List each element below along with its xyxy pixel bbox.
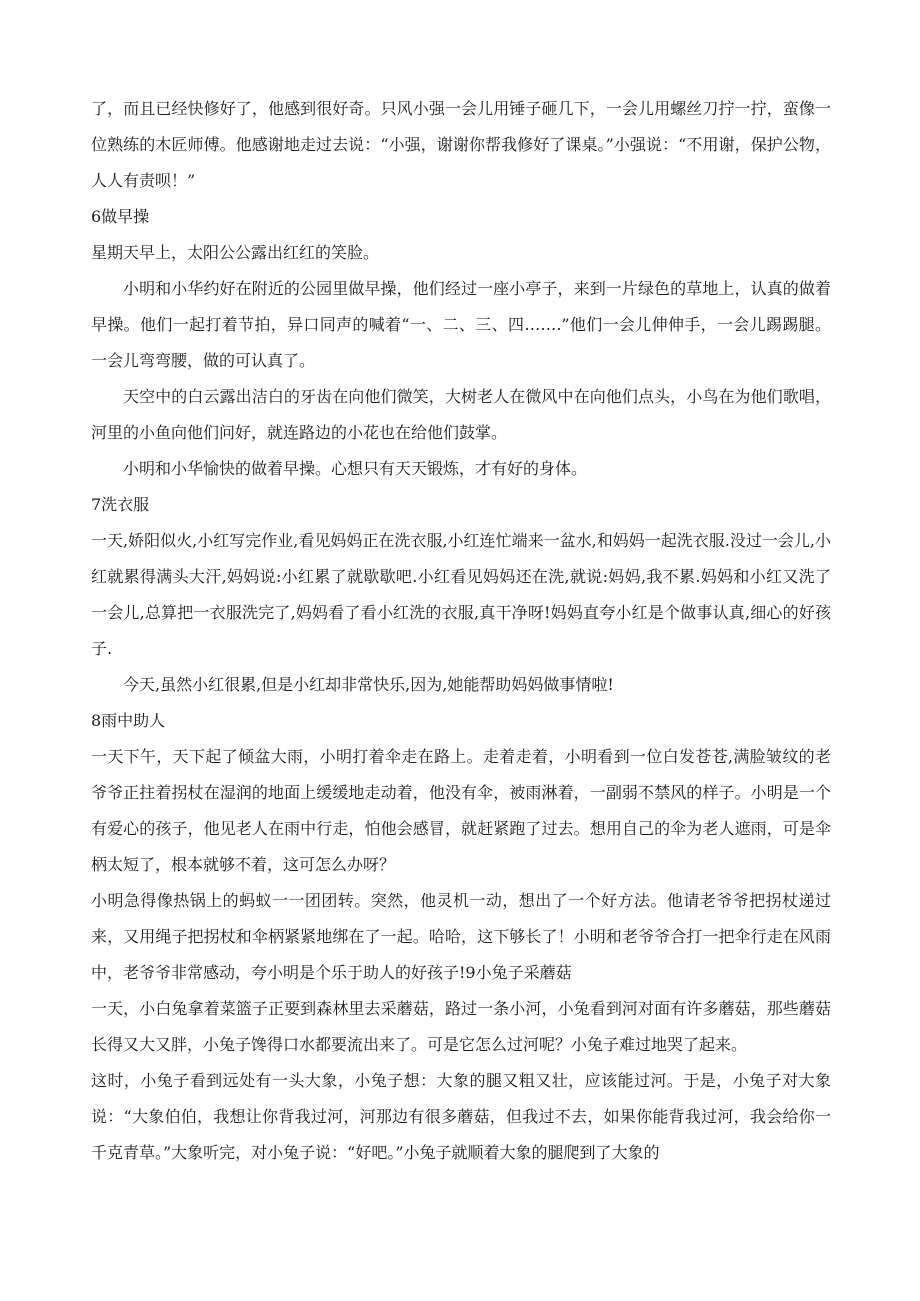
paragraph: 一天，小白兔拿着菜篮子正要到森林里去采蘑菇，路过一条小河，小兔看到河对面有许多蘑菇，那些蘑菇长得又大又胖，小兔子馋得口水都要流出来了。可是它怎么过河呢？小兔子难过地哭了起来。 xyxy=(91,999,831,1054)
paragraph: 了，而且已经快修好了，他感到很好奇。只风小强一会儿用锤子砸几下，一会儿用螺丝刀拧一拧，蛮像一位熟练的木匠师傅。他感谢地走过去说：“小强，谢谢你帮我修好了课桌。”小强说：“不用谢，保护公物，人人有责呗！” xyxy=(91,99,831,190)
paragraph: 小明和小华约好在附近的公园里做早操，他们经过一座小亭子，来到一片绿色的草地上，认真的做着早操。他们一起打着节拍，异口同声的喊着“一、二、三、四…….”他们一会儿伸伸手，一会儿踢踢腿。一会儿弯弯腰，做的可认真了。 xyxy=(91,279,831,370)
paragraph: 星期天早上，太阳公公露出红红的笑脸。 xyxy=(91,243,380,262)
section-heading-6: 6做早操 xyxy=(91,207,150,226)
section-heading-7: 7洗衣服 xyxy=(91,495,150,514)
section-heading-8: 8雨中助人 xyxy=(91,711,166,730)
document-page xyxy=(91,91,831,1171)
paragraph: 小明急得像热锅上的蚂蚁一一团团转。突然，他灵机一动，想出了一个好方法。他请老爷爷把拐杖递过来，又用绳子把拐杖和伞柄紧紧地绑在了一起。哈哈，这下够长了！小明和老爷爷合打一把伞行走在风雨中，老爷爷非常感动，夸小明是个乐于助人的好孩子!9小兔子采蘑菇 xyxy=(91,891,831,982)
paragraph: 天空中的白云露出洁白的牙齿在向他们微笑，大树老人在微风中在向他们点头，小鸟在为他们歌唱，河里的小鱼向他们问好，就连路边的小花也在给他们鼓掌。 xyxy=(91,387,831,442)
paragraph: 一天,娇阳似火,小红写完作业,看见妈妈正在洗衣服,小红连忙端来一盆水,和妈妈一起洗衣服.没过一会儿,小红就累得满头大汗,妈妈说:小红累了就歇歇吧.小红看见妈妈还在洗,就说:妈妈,我不累.妈妈和小红又洗了一会儿,总算把一衣服洗完了,妈妈看了看小红洗的衣服,真干净呀!妈妈直夸小红是个做事认真,细心的好孩子. xyxy=(91,531,831,658)
paragraph: 小明和小华愉快的做着早操。心想只有天天锻炼，才有好的身体。 xyxy=(123,459,588,478)
paragraph: 今天,虽然小红很累,但是小红却非常快乐,因为,她能帮助妈妈做事情啦! xyxy=(123,675,614,694)
paragraph: 一天下午，天下起了倾盆大雨，小明打着伞走在路上。走着走着，小明看到一位白发苍苍,满脸皱纹的老爷爷正拄着拐杖在湿润的地面上缓缓地走动着，他没有伞，被雨淋着，一副弱不禁风的样子。小明是一个有爱心的孩子，他见老人在雨中行走，怕他会感冒，就赶紧跑了过去。想用自己的伞为老人遮雨，可是伞柄太短了，根本就够不着，这可怎么办呀？ xyxy=(91,747,831,874)
paragraph: 这时，小兔子看到远处有一头大象，小兔子想：大象的腿又粗又壮，应该能过河。于是，小兔子对大象说：“大象伯伯，我想让你背我过河，河那边有很多蘑菇，但我过不去，如果你能背我过河，我会给你一千克青草。”大象听完，对小兔子说：“好吧。”小兔子就顺着大象的腿爬到了大象的 xyxy=(91,1071,831,1162)
